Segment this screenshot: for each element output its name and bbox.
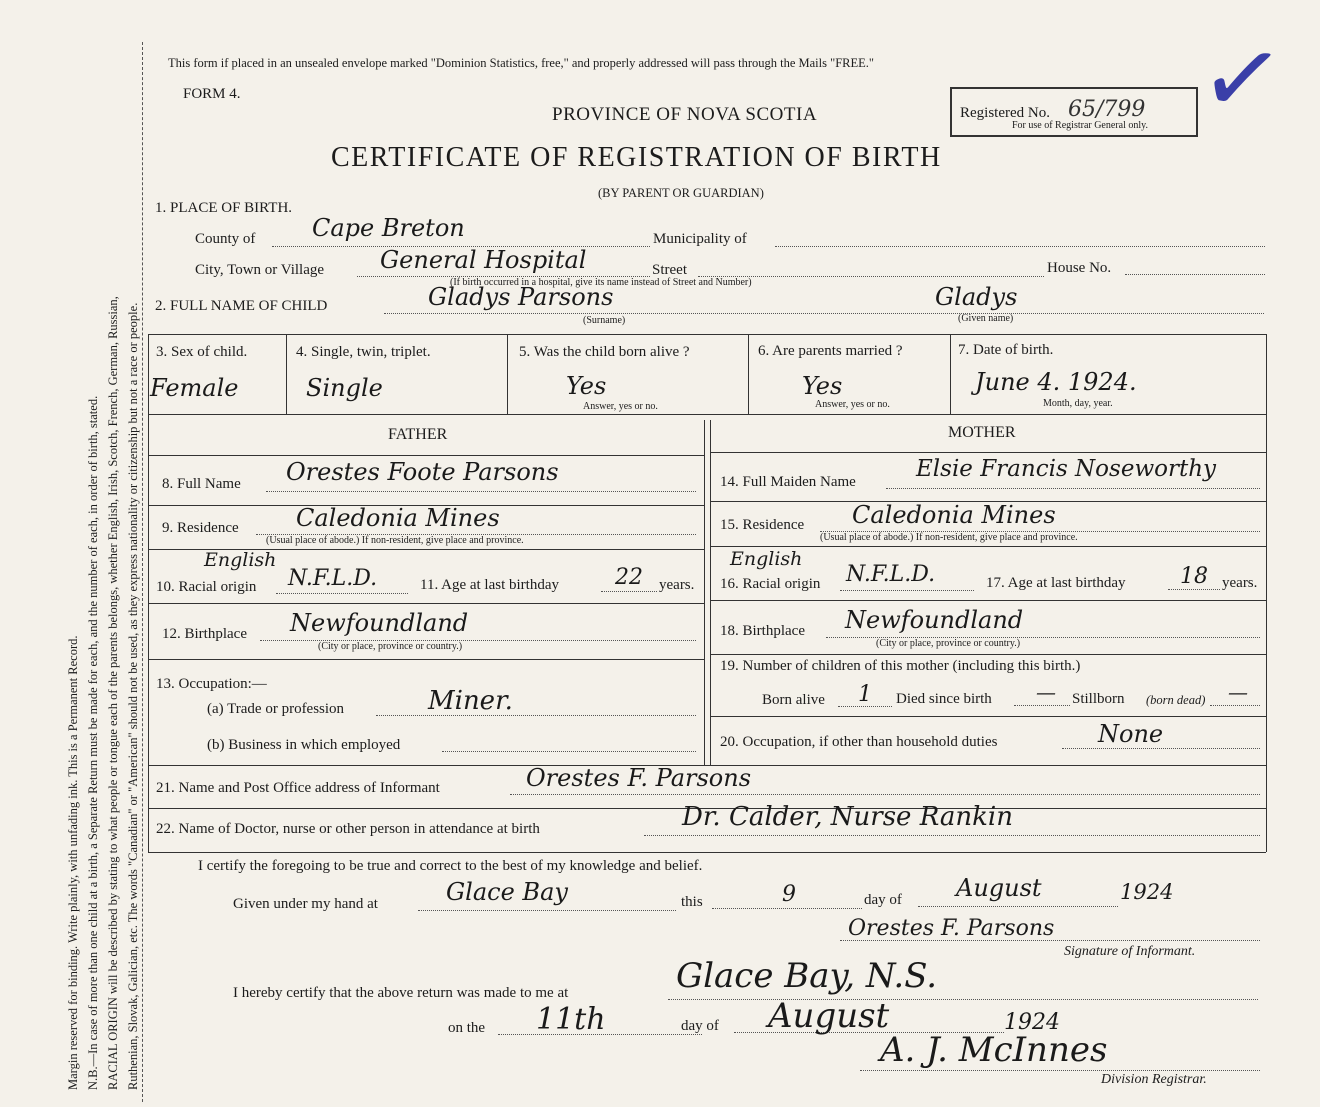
mother-occupation-value: None: [1098, 720, 1164, 748]
registrar-caption: Division Registrar.: [1101, 1072, 1207, 1087]
father-name-line: [266, 491, 696, 492]
county-value: Cape Breton: [312, 214, 465, 242]
sex-value: Female: [150, 374, 239, 402]
rule-right: [1266, 334, 1267, 852]
mother-racial-above: English: [730, 548, 803, 570]
rule-col-alive: [748, 334, 749, 414]
dob-value: June 4. 1924.: [975, 368, 1137, 396]
father-age-label: 11. Age at last birthday: [420, 577, 559, 593]
mother-residence-value: Caledonia Mines: [852, 501, 1056, 529]
house-label: House No.: [1047, 260, 1112, 276]
child-name-line: [384, 313, 1264, 314]
father-heading: FATHER: [388, 426, 448, 443]
rule-f5: [148, 659, 704, 660]
surname-caption: (Surname): [583, 315, 626, 326]
given-year-value: 1924: [1120, 880, 1174, 904]
dob-caption: Month, day, year.: [1043, 398, 1113, 409]
father-racial-value: N.F.L.D.: [288, 566, 378, 591]
rule-m4: [710, 600, 1266, 601]
city-label: City, Town or Village: [195, 262, 325, 278]
given-place-value: Glace Bay: [446, 878, 568, 906]
informant-signature-caption: Signature of Informant.: [1064, 944, 1196, 959]
mother-age-line: [1168, 589, 1220, 590]
mother-residence-caption: (Usual place of abode.) If non-resident, give place and province.: [820, 532, 1078, 543]
father-name-label: 8. Full Name: [162, 476, 241, 492]
father-name-value: Orestes Foote Parsons: [286, 458, 559, 486]
married-value: Yes: [802, 372, 843, 400]
married-caption: Answer, yes or no.: [815, 399, 890, 410]
rule-m3: [710, 546, 1266, 547]
certificate-title: CERTIFICATE OF REGISTRATION OF BIRTH: [331, 142, 942, 173]
registrar-year-value: 1924: [1004, 1010, 1060, 1035]
registrar-dayof-label: day of: [681, 1018, 719, 1034]
rule-center-2: [710, 420, 711, 765]
given-dayof-label: day of: [864, 892, 902, 908]
registrar-place-value: Glace Bay, N.S.: [676, 956, 938, 996]
alive-value: Yes: [566, 372, 607, 400]
mail-note: This form if placed in an unsealed envelope marked "Dominion Statistics, free," and properly addressed will pass through the Mails "FREE.": [168, 56, 875, 70]
given-place-line: [418, 910, 676, 911]
stillborn-note: (born dead): [1146, 693, 1206, 707]
plurality-label: 4. Single, twin, triplet.: [296, 344, 431, 360]
father-business-line: [442, 751, 696, 752]
mother-birthplace-label: 18. Birthplace: [720, 623, 805, 639]
rule-col-plurality: [507, 334, 508, 414]
rule-f1: [148, 455, 704, 456]
province-heading: PROVINCE OF NOVA SCOTIA: [552, 104, 818, 125]
given-under-label: Given under my hand at: [233, 896, 378, 912]
father-age-years: years.: [659, 577, 695, 593]
father-trade-label: (a) Trade or profession: [207, 701, 345, 717]
form-number: FORM 4.: [183, 86, 241, 102]
rule-top: [148, 334, 1266, 335]
registered-label: Registered No.: [960, 105, 1050, 121]
registrar-note: For use of Registrar General only.: [1012, 120, 1148, 131]
house-line: [1125, 274, 1265, 275]
registrar-on-label: on the: [448, 1020, 486, 1036]
given-month-line: [918, 906, 1118, 907]
check-mark: ✓: [1192, 18, 1292, 141]
attendant-line: [644, 835, 1260, 836]
rule-left: [148, 334, 149, 852]
rule-m1: [710, 452, 1266, 453]
rule-row3-bottom: [148, 414, 1266, 415]
alive-caption: Answer, yes or no.: [583, 401, 658, 412]
father-residence-label: 9. Residence: [162, 520, 239, 536]
registrar-place-line: [668, 999, 1258, 1000]
died-line: [1014, 705, 1070, 706]
father-business-label: (b) Business in which employed: [207, 737, 401, 753]
registrar-signature: A. J. McInnes: [880, 1030, 1108, 1070]
mother-name-label: 14. Full Maiden Name: [720, 474, 856, 490]
mother-occupation-line: [1062, 748, 1260, 749]
father-occupation-label: 13. Occupation:—: [156, 676, 267, 692]
attendant-value: Dr. Calder, Nurse Rankin: [682, 802, 1013, 832]
born-alive-label: Born alive: [762, 692, 825, 708]
plurality-value: Single: [306, 374, 383, 402]
registered-box: [950, 87, 1198, 137]
mother-birthplace-caption: (City or place, province or country.): [876, 638, 1021, 649]
city-value: General Hospital: [380, 246, 587, 274]
father-age-value: 22: [615, 565, 643, 590]
sex-label: 3. Sex of child.: [156, 344, 248, 360]
hospital-note: (If birth occurred in a hospital, give its name instead of Street and Number): [450, 277, 752, 288]
rule-m5: [710, 654, 1266, 655]
municipality-line: [775, 246, 1265, 247]
informant-signature: Orestes F. Parsons: [848, 916, 1055, 941]
registrar-month-value: August: [768, 996, 890, 1036]
rule-f4: [148, 603, 704, 604]
margin-line: [142, 42, 143, 1102]
mother-birthplace-value: Newfoundland: [845, 606, 1024, 634]
county-label: County of: [195, 231, 256, 247]
alive-label: 5. Was the child born alive ?: [519, 344, 690, 360]
informant-line: [510, 794, 1260, 795]
father-residence-value: Caledonia Mines: [296, 504, 500, 532]
father-trade-line: [376, 715, 696, 716]
father-birthplace-label: 12. Birthplace: [162, 626, 247, 642]
side-note-multiple-births: N.B.—In case of more than one child at a birth, a Separate Return must be made for each, and the number of each, in order of birth, stated.: [86, 395, 100, 1090]
stillborn-line: [1210, 705, 1260, 706]
rule-col-sex: [286, 334, 287, 414]
attendant-label: 22. Name of Doctor, nurse or other person in attendance at birth: [156, 821, 540, 837]
dob-label: 7. Date of birth.: [958, 342, 1054, 358]
mother-age-value: 18: [1180, 564, 1208, 589]
mother-age-years: years.: [1222, 575, 1258, 591]
given-day-line: [712, 908, 862, 909]
father-residence-caption: (Usual place of abode.) If non-resident, give place and province.: [266, 535, 524, 546]
father-birthplace-caption: (City or place, province or country.): [318, 641, 463, 652]
mother-name-line: [886, 488, 1260, 489]
registrar-day-value: 11th: [536, 1002, 606, 1037]
given-day-value: 9: [782, 882, 796, 907]
mother-racial-line: [840, 590, 974, 591]
rule-center: [704, 420, 705, 765]
mother-residence-label: 15. Residence: [720, 517, 805, 533]
father-racial-label: 10. Racial origin: [156, 579, 257, 595]
certify-statement: I certify the foregoing to be true and correct to the best of my knowledge and belief.: [198, 858, 703, 874]
given-caption: (Given name): [958, 313, 1014, 324]
municipality-label: Municipality of: [653, 231, 747, 247]
mother-age-label: 17. Age at last birthday: [986, 575, 1126, 591]
rule-col-married: [950, 334, 951, 414]
side-note-racial-origin: RACIAL ORIGIN will be described by stating to what people or tongue each of the parents belongs, whether English, Irish, Scotch, French, German, Russian,: [106, 296, 120, 1090]
stillborn-value: —: [1228, 680, 1248, 704]
died-value: —: [1036, 680, 1056, 704]
informant-label: 21. Name and Post Office address of Informant: [156, 780, 440, 796]
registrar-signature-line: [860, 1070, 1260, 1071]
died-label: Died since birth: [896, 691, 992, 707]
born-alive-value: 1: [858, 682, 872, 707]
street-label: Street: [652, 262, 687, 278]
given-month-value: August: [956, 874, 1042, 902]
informant-signature-line: [840, 940, 1260, 941]
rule-table-bottom: [148, 852, 1266, 853]
side-note-racial-origin-2: Ruthenian, Slovak, Galician, etc. The words "Canadian" or "American" should not be used, as they express nationality or citizenship but not a race or people.: [126, 302, 140, 1090]
mother-racial-label: 16. Racial origin: [720, 576, 821, 592]
rule-m6: [710, 716, 1266, 717]
certificate-subtitle: (BY PARENT OR GUARDIAN): [598, 186, 764, 200]
stillborn-label: Stillborn: [1072, 691, 1125, 707]
child-surname: Gladys Parsons: [428, 283, 614, 311]
father-age-line: [601, 591, 657, 592]
father-racial-line: [276, 593, 408, 594]
father-racial-above: English: [204, 549, 277, 571]
place-of-birth-heading: 1. PLACE OF BIRTH.: [155, 200, 293, 216]
mother-heading: MOTHER: [948, 424, 1016, 441]
married-label: 6. Are parents married ?: [758, 343, 903, 359]
registrar-statement: I hereby certify that the above return was made to me at: [233, 985, 569, 1001]
mother-name-value: Elsie Francis Noseworthy: [916, 456, 1217, 482]
children-count-label: 19. Number of children of this mother (including this birth.): [720, 658, 1081, 674]
mother-racial-value: N.F.L.D.: [846, 562, 936, 587]
side-note-binding: Margin reserved for binding. Write plainly, with unfading ink. This is a Permanent Record.: [66, 635, 80, 1090]
registered-number: 65/799: [1068, 97, 1146, 122]
mother-occupation-label: 20. Occupation, if other than household duties: [720, 734, 998, 750]
child-given-name: Gladys: [935, 283, 1018, 311]
this-label: this: [681, 894, 703, 910]
informant-value: Orestes F. Parsons: [526, 764, 752, 792]
child-name-label: 2. FULL NAME OF CHILD: [155, 298, 328, 314]
father-trade-value: Miner.: [428, 686, 513, 716]
father-birthplace-value: Newfoundland: [290, 609, 469, 637]
